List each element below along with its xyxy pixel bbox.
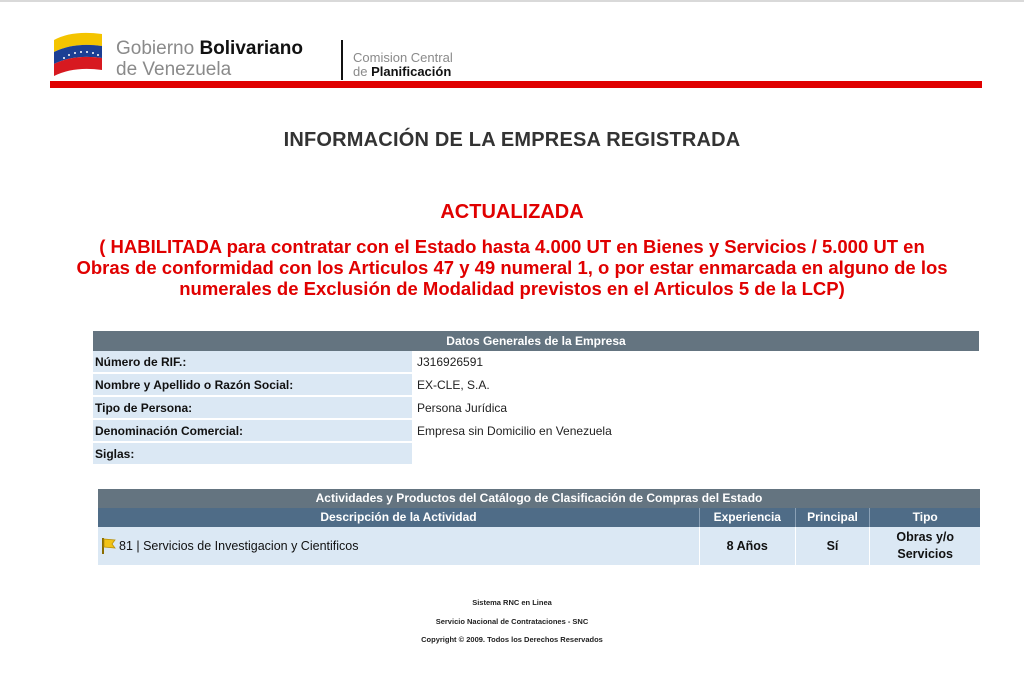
datos-generales-table xyxy=(93,331,979,466)
field-value: Empresa sin Domicilio en Venezuela xyxy=(417,424,612,438)
field-value: J316926591 xyxy=(417,355,484,369)
table-row xyxy=(93,420,979,443)
column-header-descripcion: Descripción de la Actividad xyxy=(320,510,477,524)
top-border xyxy=(0,0,1024,2)
column-header-tipo: Tipo xyxy=(869,508,980,527)
actividades-table xyxy=(98,489,980,565)
field-value: Persona Jurídica xyxy=(417,401,508,415)
footer-system: Sistema RNC en Linea xyxy=(472,598,552,607)
comision-logo-text: Comision Central de Planificación xyxy=(353,50,453,79)
table-row xyxy=(93,351,979,374)
field-label: Denominación Comercial: xyxy=(93,420,412,443)
field-label: Nombre y Apellido o Razón Social: xyxy=(93,374,412,397)
gobierno-logo-text: Gobierno Bolivariano de Venezuela xyxy=(116,38,303,80)
field-value: EX-CLE, S.A. xyxy=(417,378,490,392)
venezuela-flag-logo xyxy=(52,28,104,80)
actividad-experiencia: 8 Años xyxy=(699,527,795,565)
actividad-tipo: Obras y/o Servicios xyxy=(869,527,980,565)
datos-generales-header: Datos Generales de la Empresa xyxy=(93,331,979,351)
actividades-header: Actividades y Productos del Catálogo de Clasificación de Compras del Estado xyxy=(98,489,980,508)
header-divider xyxy=(341,40,343,80)
pin-icon[interactable] xyxy=(100,537,118,555)
table-row xyxy=(98,527,980,565)
status-label: ACTUALIZADA xyxy=(440,201,584,223)
actividad-principal: Sí xyxy=(795,527,870,565)
field-label: Siglas: xyxy=(93,443,412,466)
habilitada-notice: ( HABILITADA para contratar con el Estado hasta 4.000 UT en Bienes y Servicios / 5.000 UT en Obras de conformidad con los Articulos 47 y 49 numeral 1, o por estar enmarcada en alguno de los numerales de Exclusión de Modalidad previstos en el Articulos 5 de la LCP) xyxy=(76,236,948,299)
site-header xyxy=(50,28,982,90)
field-label: Tipo de Persona: xyxy=(93,397,412,420)
field-label: Número de RIF.: xyxy=(93,351,412,374)
actividad-descripcion: 81 | Servicios de Investigacion y Cientificos xyxy=(119,539,359,553)
column-header-experiencia: Experiencia xyxy=(699,508,795,527)
actividades-column-headers xyxy=(98,508,980,527)
table-row xyxy=(93,374,979,397)
table-row xyxy=(93,397,979,420)
column-header-principal: Principal xyxy=(795,508,870,527)
footer-copyright: Copyright © 2009. Todos los Derechos Reservados xyxy=(421,635,603,644)
page-title: INFORMACIÓN DE LA EMPRESA REGISTRADA xyxy=(283,129,741,151)
field-value xyxy=(412,443,417,466)
footer-service: Servicio Nacional de Contrataciones - SNC xyxy=(435,617,589,626)
actividad-descripcion-cell xyxy=(98,527,699,565)
header-red-bar xyxy=(50,81,982,88)
table-row xyxy=(93,443,979,466)
